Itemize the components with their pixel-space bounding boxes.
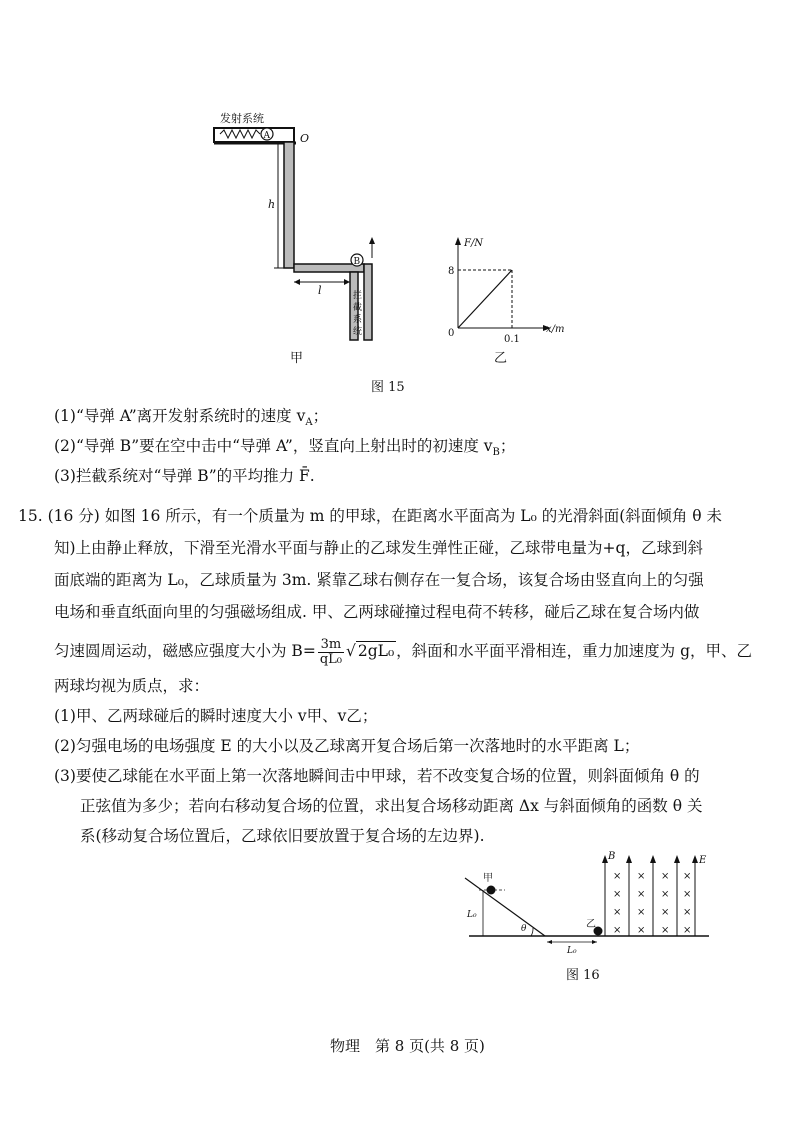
q15-line-4: 电场和垂直纸面向里的匀强磁场组成. 甲、乙两球碰撞过程电荷不转移，碰后乙球在复合场内做 [54,603,700,621]
h-label: h [268,198,276,211]
force-line [458,270,512,328]
graph-y-axis-label: F/N [464,238,484,249]
cross-icon: × [613,871,622,882]
ball-a-letter: A [263,131,270,141]
vertical-wall [284,142,294,268]
angle-label: θ [521,924,527,934]
q15-sub-3a: (3)要使乙球能在水平面上第一次落地瞬间击中甲球，若不改变复合场的位置，则斜面倾角 θ 的 [54,767,700,785]
ball-yi-label: 乙 [586,919,596,930]
l-label: l [318,284,322,297]
intercept-char-2: 截 [353,303,363,313]
cross-icon: × [683,925,692,936]
ball-jia-icon [487,886,496,895]
q15-sub-2: (2)匀强电场的电场强度 E 的大小以及乙球离开复合场后第一次落地时的水平距离 L； [54,737,640,755]
cross-icon: × [613,925,622,936]
figure-16 [455,845,725,955]
cross-icon: × [661,925,670,936]
cross-icon: × [683,907,692,918]
cross-icon: × [683,871,692,882]
q15-sub-3b: 正弦值为多少；若向右移动复合场的位置，求出复合场移动距离 Δx 与斜面倾角的函数 θ 关 [80,797,703,815]
cross-icon: × [637,907,646,918]
cross-icon: × [613,889,622,900]
q15-sub-1: (1)甲、乙两球碰后的瞬时速度大小 v甲、v乙； [54,707,378,725]
figure-15-graph [430,232,570,372]
q15-line-3: 面底端的距离为 L₀，乙球质量为 3m. 紧靠乙球右侧存在一复合场，该复合场由竖直向上的匀强 [54,571,704,589]
figure-15-caption: 图 15 [371,380,405,395]
intercept-char-1: 拦 [353,291,363,301]
q15-line-6: 两球均视为质点，求： [54,677,210,695]
figure-16-caption: 图 16 [566,968,600,983]
up-arrow-icon [369,237,375,244]
ball-jia-label: 甲 [483,873,493,884]
page-footer: 物理 第 8 页(共 8 页) [330,1037,485,1055]
cross-icon: × [637,889,646,900]
cross-icon: × [637,925,646,936]
intercept-char-3: 系 [353,315,363,325]
graph-origin: 0 [448,328,455,339]
intercept-char-4: 统 [353,327,363,337]
graph-x-axis-label: x/m [546,324,565,335]
e-field-label: E [699,855,707,866]
cross-icon: × [637,871,646,882]
intercept-tube-right [364,264,372,340]
graph-x-tick: 0.1 [504,334,520,345]
distance-label: L₀ [567,946,577,955]
b-field-label: B [608,851,616,862]
subfigure-a-label: 甲 [290,351,304,366]
subfigure-b-label: 乙 [494,351,508,366]
q15-line-5: 匀速圆周运动，磁感应强度大小为 B= $\frac{3m}{\text{qL₀}}$ √ 2gL₀ ，斜面和水平面平滑相连，重力加速度为 g，甲、乙 [54,636,753,667]
q15-sub-3c: 系(移动复合场位置后，乙球依旧要放置于复合场的左边界). [80,827,485,845]
ball-b-letter: B [353,257,361,267]
cross-icon: × [661,871,670,882]
graph-y-tick: 8 [448,266,455,277]
q15-line-1: 15. (16 分) 如图 16 所示，有一个质量为 m 的甲球，在距离水平面高为 L₀ 的光滑斜面(斜面倾角 θ 未 [18,507,722,525]
b-fraction: $\frac{3m}{\text{qL₀}}$ [319,636,342,667]
cross-icon: × [683,889,692,900]
spring-icon [220,130,260,138]
magnetic-crosses [613,871,691,936]
cross-icon: × [661,889,670,900]
q14-part-1: (1)“导弹 A”离开发射系统时的速度 $v_A$； [54,407,329,429]
launch-system-label: 发射系统 [220,112,264,125]
cross-icon: × [661,907,670,918]
q15-line-2: 知)上由静止释放，下滑至光滑水平面与静止的乙球发生弹性正碰，乙球带电量为+q，乙球到斜 [54,539,703,557]
q14-part-2: (2)“导弹 B”要在空中击中“导弹 A”，竖直向上射出时的初速度 $v_B$； [54,437,516,459]
cross-icon: × [613,907,622,918]
incline [465,878,545,936]
q14-part-3: (3)拦截系统对“导弹 B”的平均推力 F̄. [54,467,315,485]
figure-15-apparatus [200,100,390,370]
height-label: L₀ [467,910,477,920]
point-o-label: O [300,132,310,145]
